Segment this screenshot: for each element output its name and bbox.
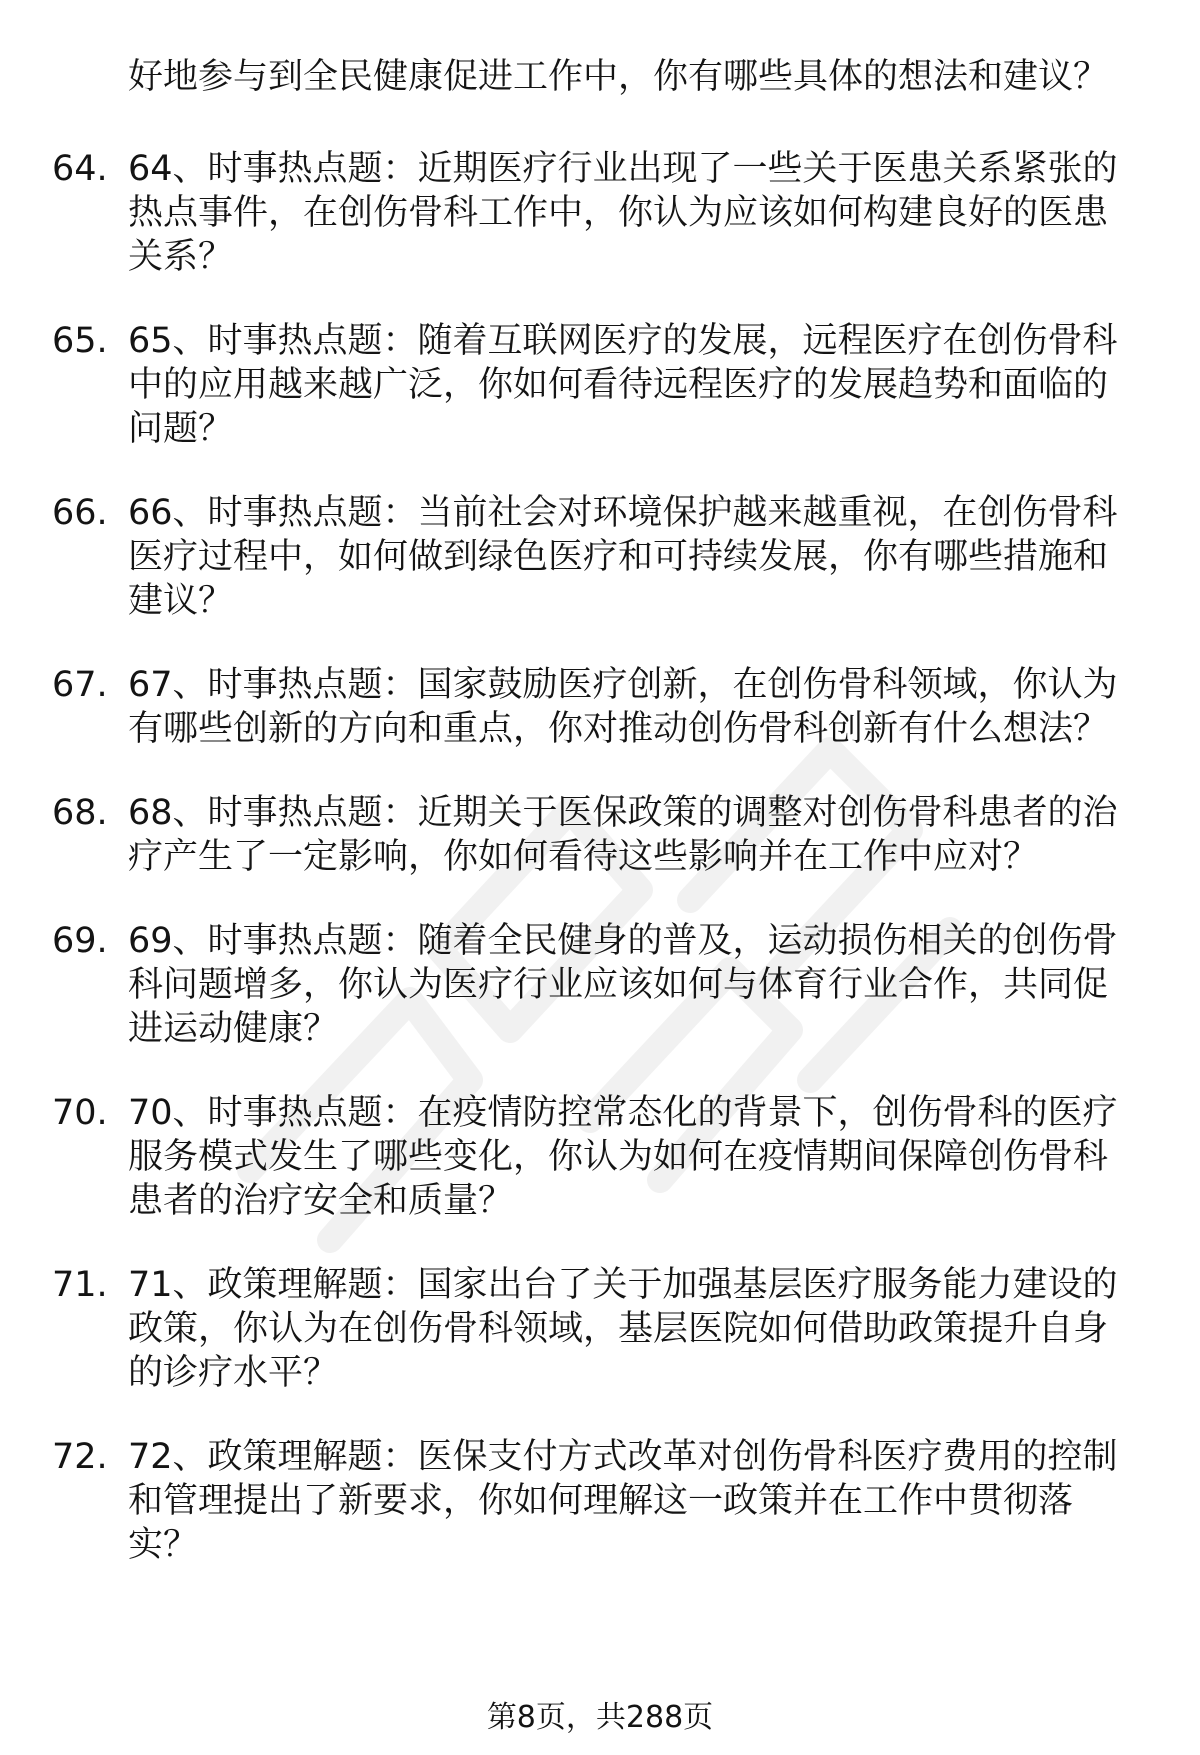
question-number: 71. [52, 1265, 108, 1305]
question-text: 69、时事热点题：随着全民健身的普及，运动损伤相关的创伤骨科问题增多，你认为医疗行业应该如何与体育行业合作，共同促进运动健康？ [128, 921, 1118, 1049]
question-text: 66、时事热点题：当前社会对环境保护越来越重视，在创伤骨科医疗过程中，如何做到绿色医疗和可持续发展，你有哪些措施和建议？ [128, 493, 1118, 621]
question-number: 64. [52, 149, 108, 189]
question-text: 71、政策理解题：国家出台了关于加强基层医疗服务能力建设的政策，你认为在创伤骨科领域，基层医院如何借助政策提升自身的诊疗水平？ [128, 1265, 1118, 1393]
question-number: 66. [52, 493, 108, 533]
question-number: 70. [52, 1093, 108, 1133]
question-number: 68. [52, 793, 108, 833]
question-text: 65、时事热点题：随着互联网医疗的发展，远程医疗在创伤骨科中的应用越来越广泛，你如何看待远程医疗的发展趋势和面临的问题？ [128, 321, 1118, 449]
question-text: 67、时事热点题：国家鼓励医疗创新，在创伤骨科领域，你认为有哪些创新的方向和重点，你对推动创伤骨科创新有什么想法？ [128, 665, 1118, 749]
question-item [52, 1435, 1152, 1567]
question-text: 70、时事热点题：在疫情防控常态化的背景下，创伤骨科的医疗服务模式发生了哪些变化，你认为如何在疫情期间保障创伤骨科患者的治疗安全和质量？ [128, 1093, 1118, 1221]
question-text: 68、时事热点题：近期关于医保政策的调整对创伤骨科患者的治疗产生了一定影响，你如何看待这些影响并在工作中应对？ [128, 793, 1118, 877]
question-item [52, 319, 1152, 451]
question-item [52, 1091, 1152, 1223]
question-text: 64、时事热点题：近期医疗行业出现了一些关于医患关系紧张的热点事件，在创伤骨科工作中，你认为应该如何构建良好的医患关系？ [128, 149, 1118, 277]
question-item [52, 491, 1152, 623]
question-item [52, 919, 1152, 1051]
question-number: 72. [52, 1437, 108, 1477]
question-list [52, 147, 1152, 1607]
question-item [52, 791, 1152, 879]
question-number: 69. [52, 921, 108, 961]
question-item [52, 147, 1152, 279]
question-text: 72、政策理解题：医保支付方式改革对创伤骨科医疗费用的控制和管理提出了新要求，你如何理解这一政策并在工作中贯彻落实？ [128, 1437, 1118, 1565]
continued-question-text: 好地参与到全民健康促进工作中，你有哪些具体的想法和建议？ [128, 57, 1109, 97]
question-item [52, 663, 1152, 751]
question-number: 67. [52, 665, 108, 705]
question-item [52, 1263, 1152, 1395]
question-number: 65. [52, 321, 108, 361]
page-footer: 第8页，共288页 [486, 1700, 714, 1735]
